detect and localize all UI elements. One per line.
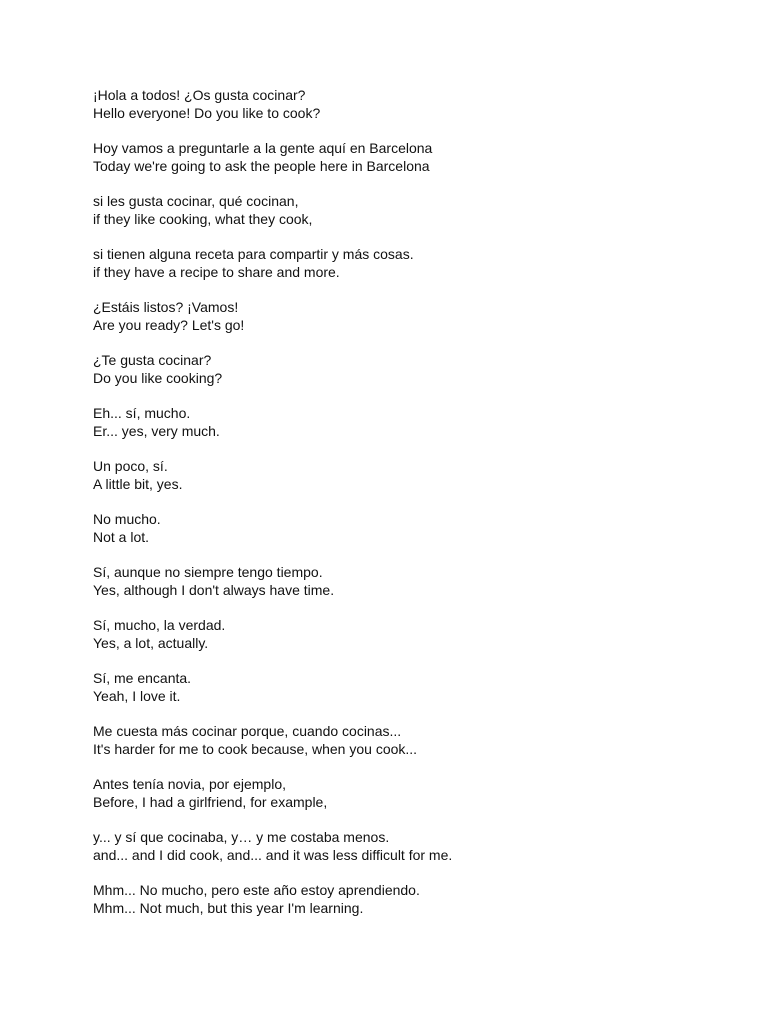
english-line: Hello everyone! Do you like to cook? xyxy=(93,104,321,121)
english-line: and... and I did cook, and... and it was less difficult for me. xyxy=(93,846,453,863)
transcript-pair xyxy=(93,829,713,864)
spanish-line: Eh... sí, mucho. xyxy=(93,405,191,421)
spanish-line: ¡Hola a todos! ¿Os gusta cocinar? xyxy=(93,87,306,103)
english-line: if they have a recipe to share and more. xyxy=(93,263,340,280)
transcript-pair xyxy=(93,882,713,917)
spanish-line: ¿Te gusta cocinar? xyxy=(93,352,212,368)
english-line: Do you like cooking? xyxy=(93,369,223,386)
english-line: Yes, a lot, actually. xyxy=(93,634,209,651)
bilingual-transcript xyxy=(93,87,713,935)
transcript-pair xyxy=(93,564,713,599)
spanish-line: Un poco, sí. xyxy=(93,458,168,474)
transcript-pair xyxy=(93,87,713,122)
transcript-pair xyxy=(93,193,713,228)
transcript-pair xyxy=(93,617,713,652)
english-line: if they like cooking, what they cook, xyxy=(93,210,313,227)
english-line: It's harder for me to cook because, when you cook... xyxy=(93,740,418,757)
transcript-pair xyxy=(93,246,713,281)
english-line: Yes, although I don't always have time. xyxy=(93,581,335,598)
spanish-line: si tienen alguna receta para compartir y más cosas. xyxy=(93,246,414,262)
spanish-line: No mucho. xyxy=(93,511,161,527)
transcript-pair xyxy=(93,723,713,758)
english-line: Er... yes, very much. xyxy=(93,422,220,439)
english-line: A little bit, yes. xyxy=(93,475,183,492)
spanish-line: Sí, aunque no siempre tengo tiempo. xyxy=(93,564,323,580)
transcript-pair xyxy=(93,511,713,546)
english-line: Before, I had a girlfriend, for example, xyxy=(93,793,328,810)
spanish-line: Mhm... No mucho, pero este año estoy aprendiendo. xyxy=(93,882,420,898)
spanish-line: Hoy vamos a preguntarle a la gente aquí en Barcelona xyxy=(93,140,433,156)
english-line: Yeah, I love it. xyxy=(93,687,181,704)
english-line: Today we're going to ask the people here in Barcelona xyxy=(93,157,430,174)
spanish-line: Sí, me encanta. xyxy=(93,670,192,686)
transcript-pair xyxy=(93,299,713,334)
spanish-line: Antes tenía novia, por ejemplo, xyxy=(93,776,287,792)
english-line: Are you ready? Let's go! xyxy=(93,316,245,333)
transcript-pair xyxy=(93,140,713,175)
transcript-pair xyxy=(93,670,713,705)
spanish-line: y... y sí que cocinaba, y… y me costaba menos. xyxy=(93,829,390,845)
english-line: Not a lot. xyxy=(93,528,150,545)
spanish-line: Sí, mucho, la verdad. xyxy=(93,617,226,633)
transcript-pair xyxy=(93,352,713,387)
spanish-line: Me cuesta más cocinar porque, cuando cocinas... xyxy=(93,723,402,739)
spanish-line: si les gusta cocinar, qué cocinan, xyxy=(93,193,299,209)
transcript-pair xyxy=(93,776,713,811)
transcript-pair xyxy=(93,405,713,440)
transcript-pair xyxy=(93,458,713,493)
spanish-line: ¿Estáis listos? ¡Vamos! xyxy=(93,299,239,315)
english-line: Mhm... Not much, but this year I'm learning. xyxy=(93,899,364,916)
